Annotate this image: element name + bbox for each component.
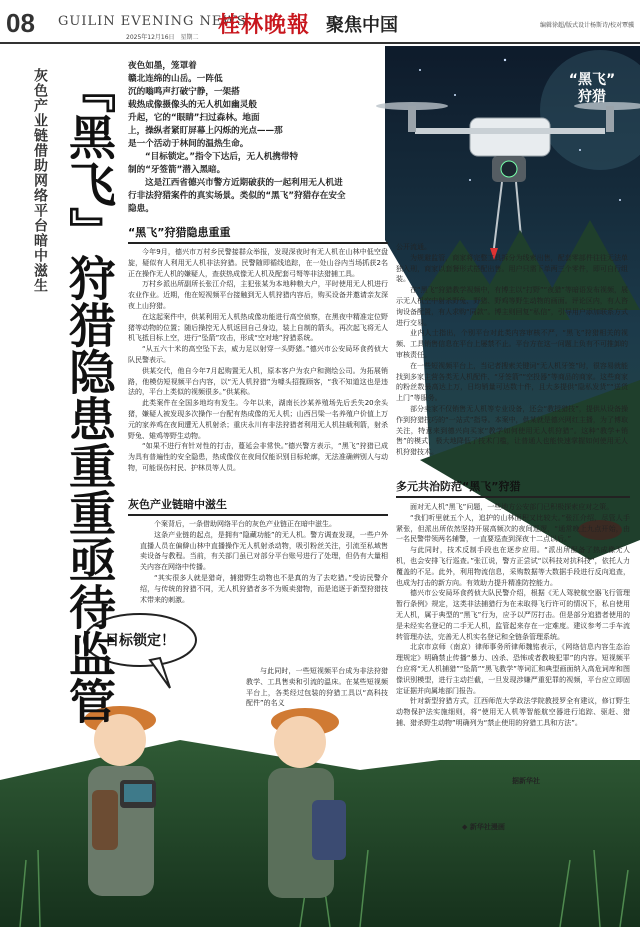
paper-name-en: GUILIN EVENING NEWS [58, 14, 247, 29]
lead-line: 升起，它的“眼睛”扫过森林。地面 [128, 113, 260, 123]
illustration-credit [462, 822, 505, 832]
body-paragraph: 这条产业链的起点，是拥有“隐藏功能”的无人机。警方调查发现，一些户外直播人员在偏僻山林中直播操作无人机射杀动物，吸引粉丝关注，引流至私域售卖设备与教程。当前，有关部门虽已对部分平台账号进行了处理，但仍有大量相关内容在网络中传播。 [140, 530, 388, 572]
hunt-label-line-1: “黑飞” [568, 72, 616, 88]
newspaper-logo: 桂林晚報 [218, 12, 311, 38]
body-paragraph: 北京市京师（南京）律师事务所律师魏铭表示，《网络信息内容生态治理规定》明确禁止传播“暴力、凶杀、恐怖或者教唆犯罪”的内容。短视频平台应将“无人机捕猎”“坠箭”“黑飞教学”等词汇和典型画面纳入高危词库和图像识别模型，进行主动拦截，一旦发现涉嫌严重犯罪的视频，平台应立即固定证据并向属地部门报告。 [396, 643, 630, 695]
section-heading-1: “黑飞”狩猎隐患重重 [128, 224, 388, 244]
lead-line: 这是江西省德兴市警方近期破获的一起利用无人机进 [145, 178, 343, 188]
lead-line: 沉的嗡鸣声打破宁静，一架搭 [128, 87, 240, 97]
byline: 据新华社 [512, 777, 540, 785]
body-paragraph: 德兴市公安局环食药侦大队民警介绍，根据《无人驾驶航空器飞行管理暂行条例》规定，这类非法捕猎行为在未取得飞行许可的情况下，私自使用无人机，属于典型的“黑飞”行为，应予以严厉打击。但是部分追猎者使用的是未经实名登记的二手无人机，监管起来存在一定难度。建议参考二手车流转管理办法，完善无人机实名登记和全链条管理系统。 [396, 589, 630, 641]
cartoon-figure-left [84, 706, 156, 896]
section-2-body-cont [246, 666, 388, 709]
body-paragraph: 在“黑飞”狩猎教学视频中，有博主以“打野”“夜猎”等暗语发布视频，展示无人机空中射杀野兔、野猪、野鸡等野生动物的画面。评论区内，有人咨询设备配置，有人求购“同款”。博主则回复“私信”，引导用户添加联系方式进行交易。 [396, 286, 628, 327]
section-2-body-right [396, 242, 628, 458]
section-2-body [140, 519, 388, 605]
body-paragraph: 在一些短视频平台上，当记者搜索关键词“无人机牙签”时，很容易就能找到多家主营各类无人机配件、“牙签箭”“空投器”等商品的商家。这些商家的粉丝数最高达上万，日均销量可达数十件，且大多提供“隐私发货”“送货上门”等服务。 [396, 361, 628, 403]
lead-line: 制的“牙签箭”潜入黑暗。 [128, 165, 226, 175]
lead-paragraph [128, 60, 386, 216]
lead-line: 赣北连绵的山岳。一阵低 [128, 74, 223, 84]
bubble-text: 目标锁定！ [105, 633, 175, 649]
hunt-label [548, 72, 636, 106]
article-subtitle: 灰色产业链借助网络平台暗中滋生 [32, 68, 48, 293]
body-paragraph: 与此同时，一些短视频平台成为非法狩猎教学、工具售卖和引流的温床。在某些短视频平台上，各类经过包装的狩猎工具以“高科技配件”的名义 [246, 667, 388, 708]
body-paragraph: 公开流通。 [396, 243, 431, 251]
issue-date: 2025年12月16日 星期二 [126, 34, 199, 41]
lead-line: 行非法狩猎案件的真实场景。类似的“黑飞”狩猎存在安全 [128, 191, 346, 201]
hunt-label-line-2: 狩猎 [578, 89, 606, 105]
body-paragraph: “其实很多人就是猎奇，捕猎野生动物也不是真的为了去吃猎。”受访民警介绍，与传统的狩猎不同，无人机狩猎者多不为贩卖猎物，而是追逐于新型狩猎技术带来的刺激。 [140, 573, 388, 604]
lead-line: 上，操纵者紧盯屏幕上闪烁的光点——那 [128, 126, 283, 136]
credit-text: 新华社漫画 [469, 823, 505, 831]
body-paragraph: 与此同时，技术反制手段也在逐步应用。“派出所配备了热成像无人机，也会安排飞行巡查。”张江说，警方正尝试“以科技对抗科技”，依托人力覆盖的不足。此外，利用物流信息，采购数据等大数据手段进行反向追查，也成为打击的新方向。有效助力提升精准防控能力。 [396, 546, 630, 587]
body-paragraph: “从五六十米的高空坠下去，威力足以射穿一头野猪。”德兴市公安局环食药侦大队民警表示。 [128, 345, 388, 364]
lead-line: 载热成像摄像头的无人机如幽灵般 [128, 100, 257, 110]
body-paragraph: 在这起案件中，供某利用无人机热成像功能进行高空侦察，在黑夜中精准定位野猪等动物的位置；随后操控无人机返回自己身边，装上自制的箭头，再次起飞将无人机飞抵目标上空，进行“坠箭”攻击，形成“空对地”狩猎系统。 [128, 312, 388, 343]
body-paragraph: 业内人士指出，个别平台对此类内容审核不严，“黑飞”狩猎相关的视频、工具销售信息在平台上屡禁不止。平台方在这一问题上负有不可推卸的审核责任。 [396, 329, 628, 359]
lead-line: 夜色如墨，笼罩着 [128, 61, 197, 71]
section-heading-2: 灰色产业链暗中滋生 [128, 496, 388, 516]
body-paragraph: “如果不进行有针对性的打击，蔓延会非常快。”德兴警方表示，“黑飞”狩猎已成为具有普遍性的安全隐患，热成像仪在夜间仅能识别目标轮廓，无法准确辨别人与动物，可能误伤村民、护林员等人员。 [128, 442, 388, 472]
lead-line: 是一个活动于林间的温热生命。 [128, 139, 249, 149]
body-paragraph: 此类案件在全国多地均有发生。今年以来，湖南长沙某养殖场先后丢失20余头猪，嫌疑人被发现多次操作一台配有热成像的无人机；山西吕梁一名养殖户价值上万元的家养鸡在夜间遭无人机射杀；重庆永川有非法狩猎者利用无人机挂载利箭，射杀野兔、雉鸡等野生动物。 [128, 399, 388, 440]
section-1-body [128, 247, 388, 474]
body-paragraph: 为规避监管，商家将完整工具拆分为线索出售，配套零部件往往无法单独入刑，商家以套餐形式搭配出售。用户只需下单两三个零件，即可自行组装。 [396, 253, 628, 284]
body-paragraph: 万村乡派出所副所长张江介绍，主犯张某为本地种粮大户，平时使用无人机进行农业作业。近期，他在短视频平台接触到无人机狩猎内容后，购买设备并邀请亲友深夜上山狩猎。 [128, 280, 388, 310]
body-paragraph: 面对无人机“黑飞”问题，一些地方公安部门已积极探索应对之策。 [410, 503, 614, 511]
body-paragraph: 供某交代，他自今年7月起购置无人机，原本客户为农户和测绘公司。为拓展销路，他模仿短视频平台内容，以“无人机狩猎”为噱头招揽顾客，“我不知道这也是违法的，平台上类似的视频很多。”供某称。 [128, 366, 388, 397]
credit-arrow-icon: ◆ [462, 823, 468, 831]
section-name: 聚焦中国 [326, 15, 398, 36]
body-paragraph: 部分卖家不仅销售无人机等专业设备，还会“教授猎技”，提供从设备操作到狩猎技巧的“一站式”指导。本案中，供某就是德兴网红主播，为了博取关注，特意来到德兴向买家“教学如何使用无人机狩猎”。这种“教学+销售”的模式，极大地降低了技术门槛，让普通人也能快速掌握如何使用无人机狩猎技术。 [396, 404, 628, 457]
body-paragraph: 个案背后，一条借助网络平台的灰色产业链正在暗中滋生。 [154, 520, 336, 528]
article-title: 『黑飞』狩猎隐患重重亟待监管 [61, 66, 116, 724]
section-heading-3: 多元共治防范“黑飞”狩猎 [396, 478, 630, 498]
body-paragraph: “我们听里就五个人，追护的山林面积又比较大。”张江介绍，尽管人手紧张，但派出所依然坚持开展高频次的夜间巡逻，“通常晚上九点开始，由一名民警带领两名辅警，一直要巡查到深夜十二点以后。” [396, 513, 630, 544]
lead-line: 隐患。 [128, 204, 154, 214]
page-number: 08 [6, 8, 35, 38]
section-3-body [396, 502, 630, 729]
body-paragraph: 针对新型狩猎方式，江西师范大学政法学院教授罗全有建议，修订野生动物保护法实施细则，将“使用无人机等智能航空器进行追踪、驱赶、猎捕、猎杀野生动物”明确列为“禁止使用的狩猎工具和方法”。 [396, 697, 630, 727]
editor-credits: 编辑徐超/版式设计杨斯诗/校对覃骥 [539, 22, 634, 29]
body-paragraph: 今年9月，德兴市万村乡民警接群众举报，发现深夜时有无人机在山林中低空盘旋，疑似有人利用无人机非法狩猎。民警随即循线追踪，在一处山谷内当场抓获2名正在操作无人机的嫌疑人，查获热成像无人机及配套弓弩等非法猎捕工具。 [128, 248, 388, 278]
lead-line: “目标锁定。”指令下达后，无人机携带特 [145, 152, 299, 162]
